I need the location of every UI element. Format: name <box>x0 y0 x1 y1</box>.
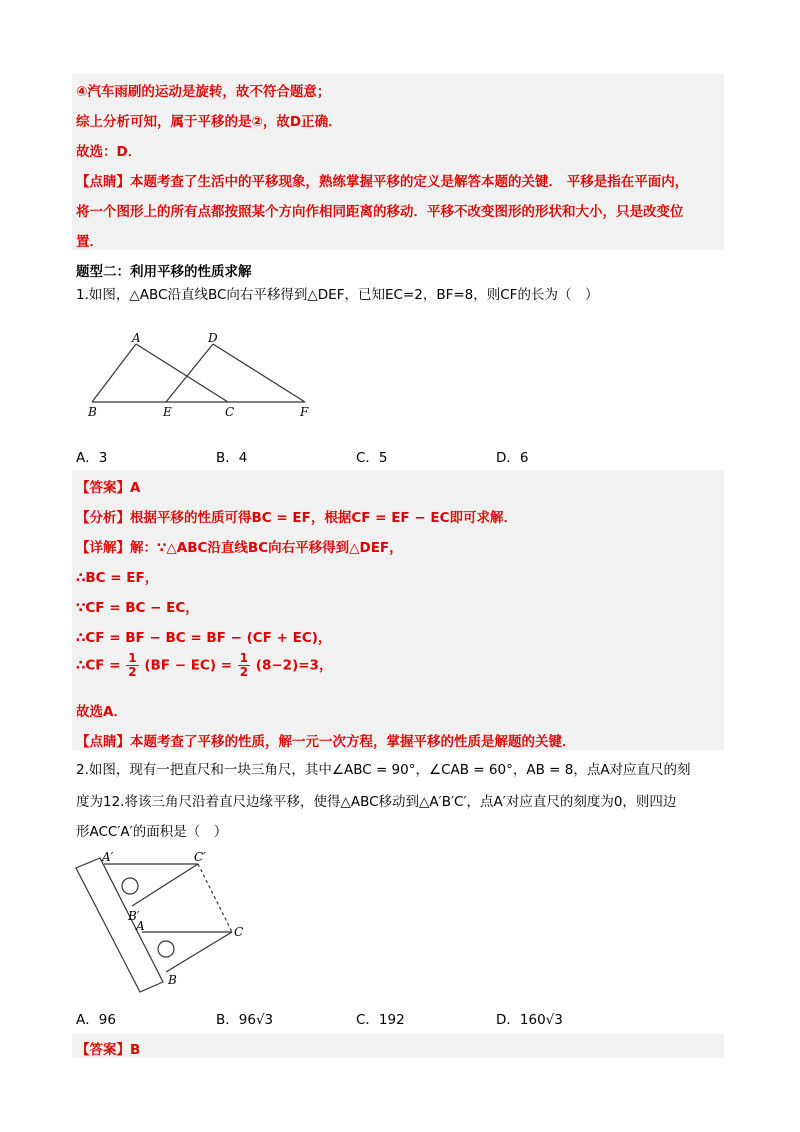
detail-text: 解：∵△ABC沿直线BC向右平移得到△DEF， <box>130 540 403 556</box>
fraction-numerator: 1 <box>239 651 249 665</box>
comment-line-2: 将一个图形上的所有点都按照某个方向作相同距离的移动．平移不改变图形的形状和大小，只是改变位 <box>76 204 684 220</box>
q2-stem-3: 形ACC′A′的面积是（ ） <box>76 824 228 840</box>
q1-analysis <box>76 506 517 526</box>
label-A: A <box>132 331 141 345</box>
q1-answer <box>76 476 140 496</box>
comment-line-1 <box>76 170 688 190</box>
q2-stem-2: 度为12.将该三角尺沿着直尺边缘平移，使得△ABC移动到△A′B′C′，点A′对应直尺的刻度为0，则四边 <box>76 794 677 810</box>
triangle-hole-lower <box>158 941 174 957</box>
triangle-hole-upper <box>122 878 138 894</box>
q1-option-a: A．3 <box>76 450 108 466</box>
fraction-denominator: 2 <box>128 665 137 679</box>
answer-value: A <box>130 480 141 496</box>
solution-line: 故选：D． <box>76 144 142 160</box>
solution-line: ④汽车雨刷的运动是旋转，故不符合题意； <box>76 84 331 100</box>
label-C1: C′ <box>194 850 206 864</box>
label-A1: A′ <box>102 850 114 864</box>
fraction-half <box>238 652 250 679</box>
comment-label: 【点睛】 <box>76 174 130 190</box>
comment-line-3: 置． <box>76 234 103 250</box>
q1-option-d: D．6 <box>496 450 529 466</box>
q2-option-a: A．96 <box>76 1012 116 1028</box>
answer-value: B <box>130 1042 141 1058</box>
solution-line: 综上分析可知，属于平移的是②，故D正确． <box>76 114 342 130</box>
formula-middle: (BF − EC) = <box>144 657 233 674</box>
q1-detail-5 <box>76 652 332 679</box>
segment-BC <box>166 932 232 972</box>
q1-stem: 1.如图，△ABC沿直线BC向右平移得到△DEF，已知EC=2，BF=8，则CF的长为（ ） <box>76 287 599 303</box>
q1-detail-3: ∵CF = BC − EC， <box>76 600 199 616</box>
section-title: 题型二：利用平移的性质求解 <box>76 264 252 280</box>
fraction-half <box>126 652 138 679</box>
segment-DF <box>213 344 305 402</box>
answer-label: 【答案】 <box>76 1042 130 1058</box>
q2-option-d: D．160√3 <box>496 1012 563 1028</box>
analysis-text: 根据平移的性质可得BC = EF，根据CF = EF − EC即可求解． <box>130 510 517 526</box>
q1-detail-4: ∴CF = BF − BC = BF − (CF + EC)， <box>76 630 332 646</box>
q1-detail-1 <box>76 536 403 556</box>
q2-solution-panel <box>72 1034 724 1058</box>
detail-label: 【详解】 <box>76 540 130 556</box>
segment-AC <box>136 344 228 402</box>
fraction-numerator: 1 <box>128 651 137 665</box>
q1-option-b: B．4 <box>216 450 248 466</box>
q2-answer <box>76 1038 140 1058</box>
formula-end: (8−2)=3， <box>255 657 333 674</box>
top-solution-panel <box>72 74 724 250</box>
label-E: E <box>163 405 172 418</box>
comment-text: 本题考查了生活中的平移现象，熟练掌握平移的定义是解答本题的关键． 平移是指在平面内， <box>130 174 689 190</box>
q1-detail-2: ∴BC = EF， <box>76 570 159 586</box>
q1-comment <box>76 730 576 750</box>
label-C: C <box>225 405 235 418</box>
formula-prefix: ∴CF = <box>76 657 121 674</box>
label-B: B <box>168 973 177 987</box>
q2-stem-1: 2.如图，现有一把直尺和一块三角尺，其中∠ABC = 90°，∠CAB = 60°，AB = 8，点A对应直尺的刻 <box>76 762 691 778</box>
q2-option-b: B．96√3 <box>216 1012 274 1028</box>
label-B1: B′ <box>128 909 140 923</box>
comment-label: 【点睛】 <box>76 734 130 750</box>
q2-figure <box>74 848 254 996</box>
segment-B1C1 <box>132 864 198 906</box>
q1-conclusion: 故选A． <box>76 704 127 720</box>
q1-figure <box>80 328 320 418</box>
answer-label: 【答案】 <box>76 480 130 496</box>
q1-option-c: C．5 <box>356 450 388 466</box>
analysis-label: 【分析】 <box>76 510 130 526</box>
label-B: B <box>88 405 97 418</box>
ruler <box>76 858 163 992</box>
comment-text: 本题考查了平移的性质，解一元一次方程，掌握平移的性质是解题的关键． <box>130 734 576 750</box>
label-D: D <box>208 331 218 345</box>
q2-option-c: C．192 <box>356 1012 405 1028</box>
label-A: A <box>136 919 145 933</box>
label-F: F <box>300 405 309 418</box>
label-C: C <box>234 925 244 939</box>
segment-CC1 <box>198 864 232 932</box>
fraction-denominator: 2 <box>239 665 249 679</box>
segment-DE <box>166 344 213 402</box>
segment-AB <box>92 344 136 402</box>
